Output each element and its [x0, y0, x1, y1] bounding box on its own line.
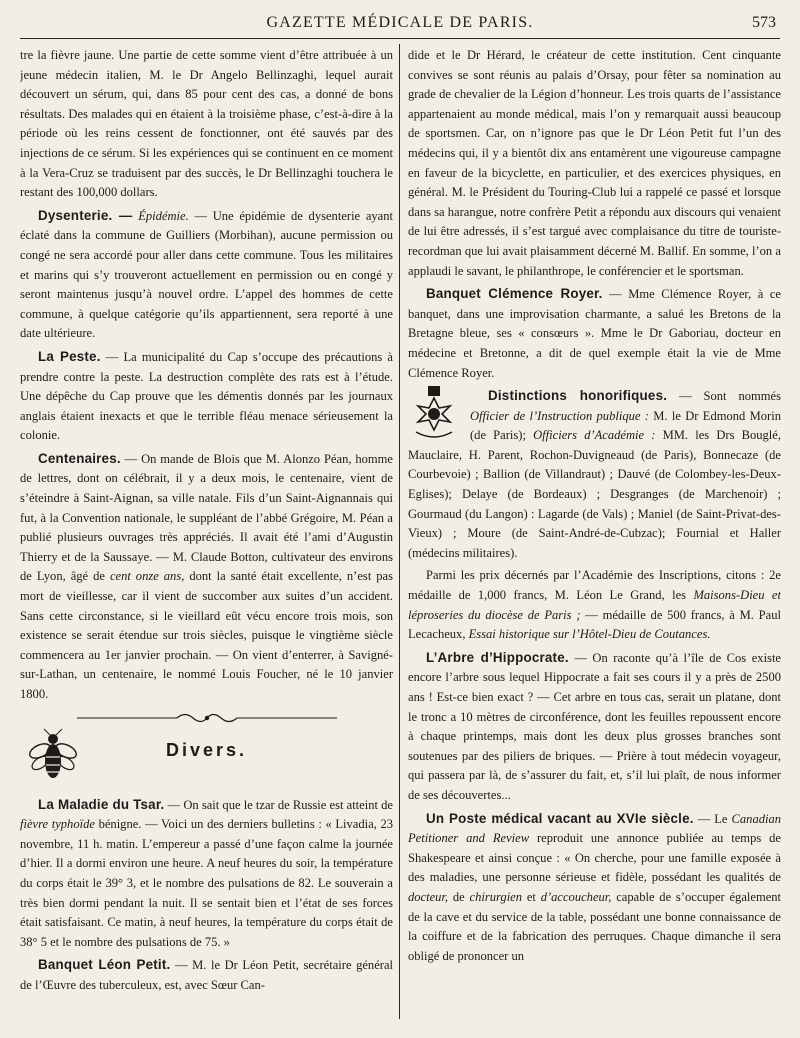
text-centenaires-3: — On vient d’enterrer, à Savigné-sur-Lathan, un centenaire, le nommé Louis Foucher, né le 10 janvier 1800. [20, 647, 393, 701]
article-distinctions [408, 386, 781, 563]
article-arbre-hippocrate [408, 648, 781, 806]
text-distinctions-1: — Sont nommés [679, 389, 781, 404]
article-prix-inscriptions [408, 566, 781, 644]
medal-icon [408, 386, 460, 442]
text-prix-italic-2: Essai historique sur l’Hôtel-Dieu de Coutances. [468, 627, 711, 642]
text-banquet-petit: — M. le Dr Léon Petit, secrétaire général de l’Œuvre des tuberculeux, est, avec Sœur Can- [20, 958, 393, 992]
article-banquet-royer [408, 284, 781, 383]
text-distinctions-3: MM. les Drs Bouglé, Mauclaire, H. Parent, Rochon-Duvigneaud (de Paris), Bonnecaze (de Courbevoie) ; Ballion (de Villandraut) ; Dauvé (de Colombey-les-Deux-Eglises); Delaye (de Bordeaux) ; Desgranges (de Marchenoir) ; Gourmaud (du Langon) : Lagarde (de Vals) ; Maniel (de Saint-Privat-des-Vieux) ; Moure (de Saint-André-de-Cubzac); Fournial et Haller (médecins militaires). [408, 428, 781, 560]
text-poste-italic-3: chirurgien [469, 889, 523, 904]
article-peste [20, 347, 393, 446]
subheading-epidemie: Épidémie. [138, 208, 189, 223]
text-poste-2: reproduit une annonce publiée au temps de Shakespeare et ainsi conçue : « On cherche, pour une famille exposée à des maladies, une personne sérieuse et fidèle, possédant les qualités de [408, 831, 781, 885]
text-centenaires-2: dont la santé était excellente, n’est pas mort de vieillesse, car il vient de succomber aux suites d’un accident. Sans cette circonstance, si le vieillard eût vécu encore trois mois, son existence se serait étendue sur trois siècles, puisque le vingtième siècle commencera au 1er janvier prochain. [20, 569, 393, 662]
text-poste-4: et [526, 889, 536, 904]
left-column [20, 46, 393, 1026]
text-distinctions-italic-2: Officiers d’Académie : [533, 428, 656, 443]
article-maladie-tsar [20, 795, 393, 953]
text-prix-2: — médaille de 500 francs, à M. Paul Lecacheux, [408, 607, 781, 642]
text-centenaires-italic: cent onze ans, [109, 569, 185, 584]
article-banquet-petit [20, 955, 393, 995]
section-title-divers: Divers. [165, 739, 248, 760]
text-peste: — La municipalité du Cap s’occupe des précautions à prendre contre la peste. La destruction complète des rats est à l’étude. Une dépêche du Cap prouve que les démentis donnés par les journaux anglais étaient inexacts et que le terrible fléau menace sérieusement la colonie. [20, 349, 393, 443]
article-dysenterie [20, 206, 393, 344]
text-distinctions-italic-1: Officier de l’Instruction publique : [470, 408, 649, 423]
column-divider [399, 44, 400, 1019]
heading-distinctions: Distinctions honorifiques. [488, 388, 668, 404]
heading-arbre-hippocrate: L’Arbre d’Hippocrate. [426, 649, 569, 665]
fievre-jaune-continuation: tre la fièvre jaune. Une partie de cette somme vient d’être attribuée à un jeune médecin italien, M. le Dr Angelo Bellinzaghi, lequel aurait découvert un sérum, qui, dans 85 pour cent des cas, a donné de bons résultats. Des malades qui en étaient à la troisième phase, c’est-à-dire à la période où les reins cessent de fonctionner, ont été sauvés par des injections de ce sérum. Si les expériences qui se continuent en ce moment à la Vera-Cruz se traduisent par des succès, le Dr Bellinzaghi touchera le restant des 100,000 dollars. [20, 48, 393, 200]
heading-peste: La Peste. [38, 348, 101, 364]
text-poste-italic-2: docteur, [408, 889, 449, 904]
text-banquet-royer: — Mme Clémence Royer, à ce banquet, dans une improvisation charmante, a salué les Bretons de la Bretagne bleue, ses « consœurs ». Mme le Dr Gaboriau, docteur en médecine et Bretonne, a dit de quel exemple était la vie de Mme Clémence Royer. [408, 287, 781, 380]
heading-dysenterie: Dysenterie. — [38, 207, 133, 223]
heading-banquet-petit: Banquet Léon Petit. [38, 957, 171, 973]
text-prix-1: Parmi les prix décernés par l’Académie des Inscriptions, citons : 2e médaille de 1,000 francs, M. Léon Le Grand, les [408, 568, 781, 603]
article-poste-medical [408, 809, 781, 967]
text-prix-italic-1: Maisons-Dieu et léproseries du diocèse de Paris ; [408, 588, 781, 622]
text-poste-3: de [452, 889, 465, 904]
page-number: 573 [752, 14, 776, 31]
heading-centenaires: Centenaires. [38, 450, 121, 466]
text-centenaires-1: — On mande de Blois que M. Alonzo Péan, homme de lettres, dont on célébrait, il y a deux mois, le centenaire, vient de s’éteindre à Saint-Aignan, sa ville natale. Fils d’un Saint-Aignannais qui fut, à la Convention nationale, le suppléant de l’abbé Grégoire, M. Péan a publié plusieurs ouvrages très appréciés. Il avait été l’ami d’Augustin Thierry et de la Saussaye. — M. Claude Botton, cultivateur des environs de Lyon, âgé de [20, 451, 393, 584]
text-arbre-hippocrate: — On raconte qu’à l’île de Cos existe encore l’arbre sous lequel Hippocrate a fait ses cours il y a près de 2500 ans ! Est-ce bien exact ? — Cet arbre en tous cas, serait un platane, dont le tronc a 10 mètres de circonférence, dont les feuilles repoussent encore à chaque printemps, mais dont les deux plus grosses branches sont soutenues par des piliers de briques. — Prière à tout médecin voyageur, qui passera par là, de s’assurer du fait, et, s’il lui plaît, de nous informer de ses découvertes... [408, 650, 781, 802]
text-poste-1: — Le [697, 811, 728, 826]
journal-title: GAZETTE MÉDICALE DE PARIS. [266, 14, 534, 31]
text-poste-italic-1: Canadian Petitioner and Review [408, 811, 781, 846]
divers-section-header [20, 727, 393, 793]
right-column [408, 46, 781, 1026]
heading-poste-medical: Un Poste médical vacant au XVIe siècle. [426, 810, 694, 826]
article-centenaires [20, 449, 393, 705]
text-dysenterie: — Une épidémie de dysenterie ayant éclaté dans la commune de Guilliers (Morbihan), aucune permission ou congé ne sera accordé pour aller dans cette commune. Tous les militaires et marins qui s’y trouveront actuellement en permission ou en congé y seront maintenus jusqu’à nouvel ordre. L’appel des hommes de cette commune, à quelque catégorie qu’ils appartiennent, sera reporté à une date ultérieure. [20, 208, 393, 341]
ornament-rule [20, 711, 393, 725]
text-tsar-2: bénigne. — Voici un des derniers bulletins : « Livadia, 23 novembre, 11 h. matin. L’empereur a passé d’une façon calme la journée d’hier. Il a dormi environ une heure. A neuf heures du soir, la température du corps était le 39° 3, et le nombre des pulsations de 82. Le souverain a très bien dormi pendant la nuit. Il se sentait bien et l’état de ses forces était satisfaisant. Ce matin, à neuf heures, la température du corps était de 38° 5 et le nombre des pulsations de 75. » [20, 817, 393, 949]
text-poste-italic-4: d’accoucheur, [540, 889, 612, 904]
text-distinctions [408, 386, 781, 563]
text-distinctions-2: M. le Dr Edmond Morin (de Paris); [470, 408, 781, 443]
heading-banquet-royer: Banquet Clémence Royer. [426, 286, 603, 302]
banquet-petit-continuation: dide et le Dr Hérard, le créateur de cette institution. Cent cinquante convives se sont réunis au palais d’Orsay, pour fêter sa nomination au grade de chevalier de la Légion d’honneur. Les trois quarts de l’assistance appartenaient au monde médical, mais l’on y remarquait aussi beaucoup de sportsmen. Car, on n’ignore pas que le Dr Léon Petit fut l’un des médecins qui, il y a bientôt dix ans entamèrent une vigoureuse campagne en faveur de la bicyclette, en particulier, et des exercices physiques, en général. M. le Président du Touring-Club lui a rappelé ce passé et lorsque dans sa harangue, notre confrère Petit a répondu aux discours qui venaient de lui être adressés, il s’est targué avec complaisance du titre de touriste-recordman que lui avait plaisamment décerné M. Ballif. En somme, l’on a applaudi le savant, le philanthrope, le conférencier et le sportsman. [408, 48, 781, 278]
heading-maladie-tsar: La Maladie du Tsar. [38, 796, 165, 812]
text-poste-5: capable de s’occuper également de la cave et du service de la table, possédant une bonne connaissance de la coiffure et de la fabrication des perruques. Chaque dimanche il sera obligé de prononcer un [408, 889, 781, 963]
page-header [20, 14, 780, 39]
text-tsar-italic: fièvre typhoïde [20, 817, 95, 832]
text-tsar-1: — On sait que le tzar de Russie est atteint de [167, 797, 393, 812]
